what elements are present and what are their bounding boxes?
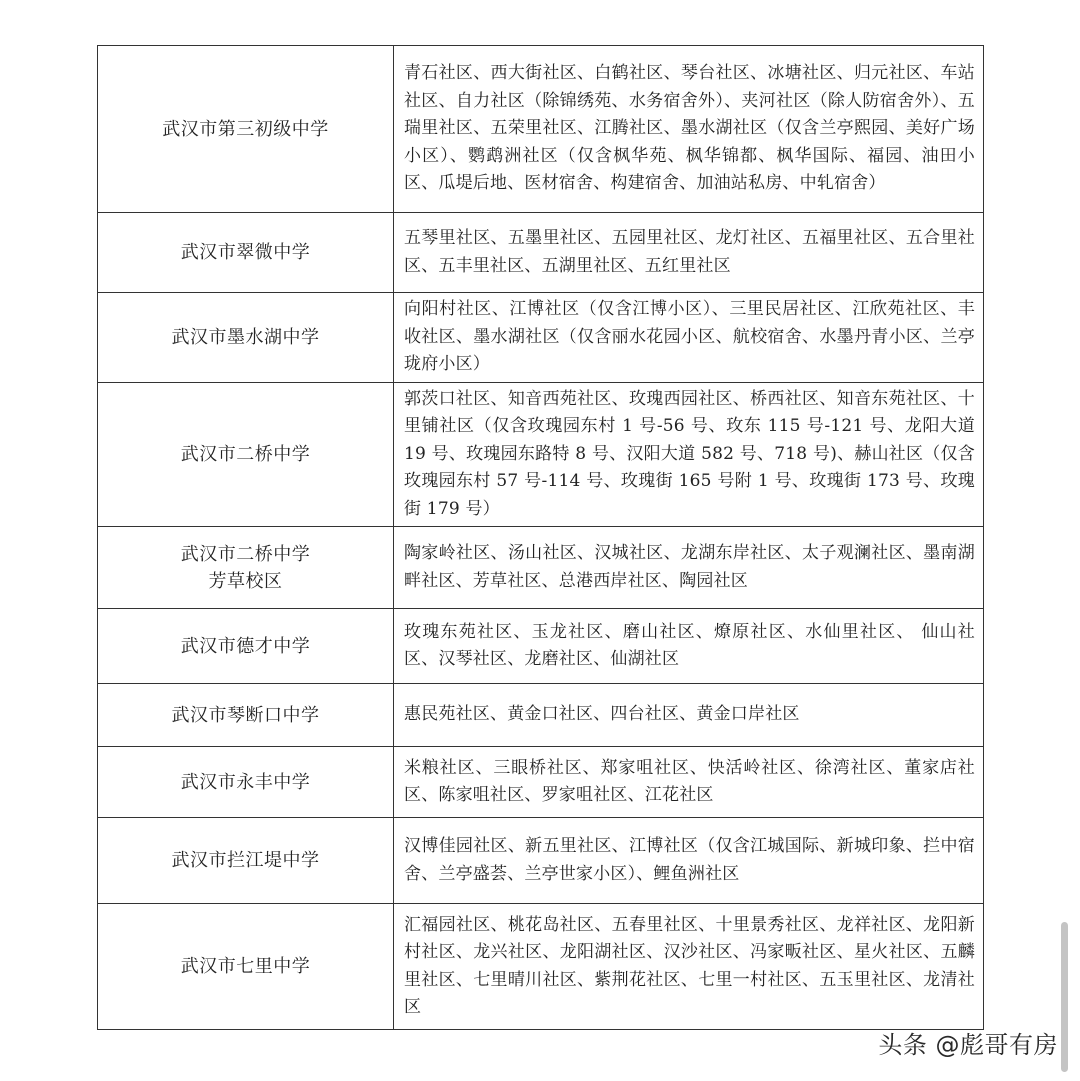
school-name-text: 武汉市第三初级中学 bbox=[162, 118, 329, 140]
community-list-text: 五琴里社区、五墨里社区、五园里社区、龙灯社区、五福里社区、五合里社区、五丰里社区、五湖里社区、五红里社区 bbox=[404, 228, 975, 276]
community-list bbox=[394, 684, 984, 747]
community-list-text: 汉博佳园社区、新五里社区、江博社区（仅含江城国际、新城印象、拦中宿舍、兰亭盛荟、兰亭世家小区）、鲤鱼洲社区 bbox=[404, 836, 975, 884]
school-name-text: 武汉市琴断口中学 bbox=[171, 704, 320, 726]
table-row bbox=[98, 904, 984, 1030]
school-name-text: 武汉市永丰中学 bbox=[180, 771, 311, 793]
watermark: 头条 @彪哥有房 bbox=[878, 1031, 1058, 1059]
table-row bbox=[98, 684, 984, 747]
school-name bbox=[98, 747, 394, 818]
table-row bbox=[98, 382, 984, 527]
table-row bbox=[98, 818, 984, 904]
school-name bbox=[98, 293, 394, 383]
school-campus-text: 芳草校区 bbox=[208, 570, 283, 592]
school-name-text: 武汉市二桥中学 bbox=[180, 443, 311, 465]
community-list-text: 汇福园社区、桃花岛社区、五春里社区、十里景秀社区、龙祥社区、龙阳新村社区、龙兴社区、龙阳湖社区、汉沙社区、冯家畈社区、星火社区、五麟里社区、七里晴川社区、紫荆花社区、七里一村社区、五玉里社区、龙清社区 bbox=[404, 914, 975, 1017]
table-row bbox=[98, 293, 984, 383]
community-list bbox=[394, 46, 984, 213]
school-name-text: 武汉市墨水湖中学 bbox=[171, 326, 320, 348]
community-list bbox=[394, 293, 984, 383]
table-row bbox=[98, 609, 984, 684]
scrollbar-thumb[interactable] bbox=[1061, 922, 1068, 1072]
school-name bbox=[98, 609, 394, 684]
school-name bbox=[98, 527, 394, 609]
school-name bbox=[98, 904, 394, 1030]
school-name bbox=[98, 213, 394, 293]
table-row bbox=[98, 213, 984, 293]
school-name bbox=[98, 382, 394, 527]
school-district-table bbox=[97, 45, 984, 1030]
school-name-text: 武汉市七里中学 bbox=[180, 956, 311, 977]
community-list-text: 郭茨口社区、知音西苑社区、玫瑰西园社区、桥西社区、知音东苑社区、十里铺社区（仅含玫瑰园东村 1 号-56 号、玫东 115 号-121 号、龙阳大道 19 号、玫瑰园东路特 8 号、汉阳大道 582 号、718 号)、赫山社区（仅含玫瑰园东村 57 号-114 号、玫瑰街 165 号附 1 号、玫瑰街 173 号、玫瑰街 179 号） bbox=[404, 388, 975, 519]
school-name bbox=[98, 684, 394, 747]
community-list bbox=[394, 213, 984, 293]
community-list bbox=[394, 527, 984, 609]
community-list bbox=[394, 609, 984, 684]
community-list bbox=[394, 818, 984, 904]
school-name-text: 武汉市二桥中学 bbox=[180, 543, 311, 565]
community-list-text: 玫瑰东苑社区、玉龙社区、磨山社区、燎原社区、水仙里社区、 仙山社区、汉琴社区、龙磨社区、仙湖社区 bbox=[404, 621, 975, 669]
school-name-text: 武汉市翠微中学 bbox=[180, 242, 311, 263]
community-list-text: 向阳村社区、江博社区（仅含江博小区）、三里民居社区、江欣苑社区、丰收社区、墨水湖社区（仅含丽水花园小区、航校宿舍、水墨丹青小区、兰亭珑府小区） bbox=[404, 299, 975, 374]
school-name-text: 武汉市拦江堤中学 bbox=[171, 850, 320, 871]
school-name-text: 武汉市德才中学 bbox=[180, 635, 311, 657]
community-list-text: 惠民苑社区、黄金口社区、四台社区、黄金口岸社区 bbox=[404, 704, 800, 725]
school-name bbox=[98, 46, 394, 213]
community-list bbox=[394, 382, 984, 527]
community-list bbox=[394, 904, 984, 1030]
school-name bbox=[98, 818, 394, 904]
community-list bbox=[394, 747, 984, 818]
community-list-text: 陶家岭社区、汤山社区、汉城社区、龙湖东岸社区、太子观澜社区、墨南湖畔社区、芳草社区、总港西岸社区、陶园社区 bbox=[404, 543, 975, 591]
table-row bbox=[98, 747, 984, 818]
community-list-text: 青石社区、西大街社区、白鹤社区、琴台社区、冰塘社区、归元社区、车站社区、自力社区（除锦绣苑、水务宿舍外）、夹河社区（除人防宿舍外）、五瑞里社区、五荣里社区、江腾社区、墨水湖社区（仅含兰亭熙园、美好广场小区）、鹦鹉洲社区（仅含枫华苑、枫华锦都、枫华国际、福园、油田小区、瓜堤后地、医材宿舍、构建宿舍、加油站私房、中轧宿舍） bbox=[404, 63, 975, 194]
table-row bbox=[98, 527, 984, 609]
community-list-text: 米粮社区、三眼桥社区、郑家咀社区、快活岭社区、徐湾社区、董家店社区、陈家咀社区、罗家咀社区、江花社区 bbox=[404, 757, 975, 805]
table-row bbox=[98, 46, 984, 213]
